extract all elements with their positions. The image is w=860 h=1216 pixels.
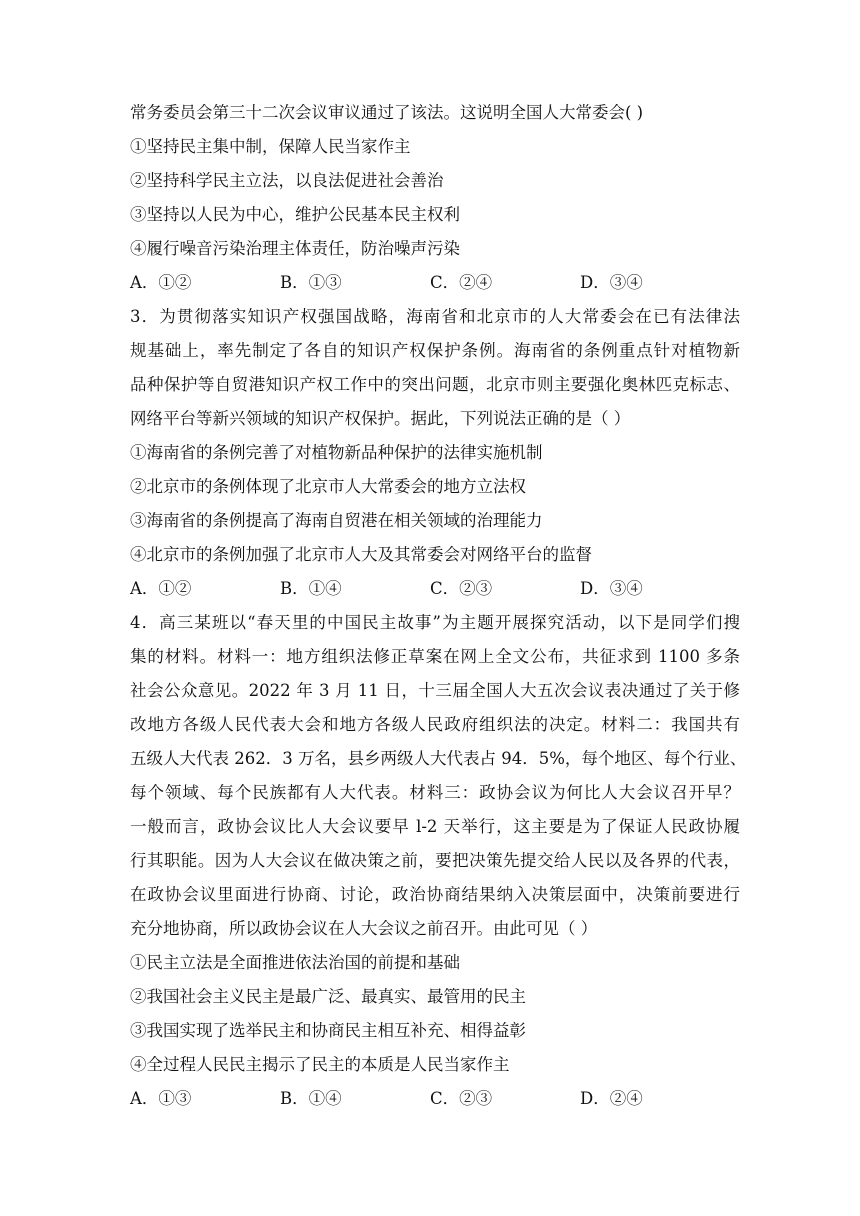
question-2-item-2: ②坚持科学民主立法，以良法促进社会善治 xyxy=(130,171,444,190)
question-3-stem-line: 网络平台等新兴领域的知识产权保护。据此，下列说法正确的是（ ） xyxy=(130,409,631,428)
question-3-stem-line: 3．为贯彻落实知识产权强国战略，海南省和北京市的人大常委会在已有法律法 xyxy=(130,307,740,326)
question-4-item-1: ①民主立法是全面推进依法治国的前提和基础 xyxy=(130,953,460,972)
question-4-options xyxy=(130,1082,740,1116)
question-4-stem-line: 行其职能。因为人大会议在做决策之前，要把决策先提交给人民以及各界的代表， xyxy=(130,851,740,870)
question-4-stem-line: 每个领域、每个民族都有人大代表。材料三：政协会议为何比人大会议召开早？ xyxy=(130,783,740,802)
question-3-stem-line: 品种保护等自贸港知识产权工作中的突出问题，北京市则主要强化奥林匹克标志、 xyxy=(130,375,740,394)
question-2-item-1: ①坚持民主集中制，保障人民当家作主 xyxy=(130,137,411,156)
question-4-stem-line: 充分地协商，所以政协会议在人大会议之前召开。由此可见（ ） xyxy=(130,919,598,938)
option-a: A．①② xyxy=(130,273,192,292)
option-c: C．②④ xyxy=(430,273,493,292)
document-page xyxy=(130,96,747,1116)
question-4-item-3: ③我国实现了选举民主和协商民主相互补充、相得益彰 xyxy=(130,1021,526,1040)
option-c: C．②③ xyxy=(430,1089,493,1108)
question-3-item-4: ④北京市的条例加强了北京市人大及其常委会对网络平台的监督 xyxy=(130,545,592,564)
option-b: B．①③ xyxy=(280,273,342,292)
question-4-stem-line: 改地方各级人民代表大会和地方各级人民政府组织法的决定。材料二：我国共有 xyxy=(130,715,740,734)
question-4 xyxy=(130,606,747,1116)
question-4-stem-line: 集的材料。材料一：地方组织法修正草案在网上全文公布，共征求到 1100 多条 xyxy=(130,647,740,666)
option-a: A．①② xyxy=(130,579,192,598)
option-a: A．①③ xyxy=(130,1089,192,1108)
question-3 xyxy=(130,300,740,606)
question-3-item-3: ③海南省的条例提高了海南自贸港在相关领域的治理能力 xyxy=(130,511,543,530)
option-d: D．③④ xyxy=(580,273,643,292)
question-2-item-4: ④履行噪音污染治理主体责任，防治噪声污染 xyxy=(130,239,460,258)
question-3-stem-line: 规基础上，率先制定了各自的知识产权保护条例。海南省的条例重点针对植物新 xyxy=(130,341,740,360)
question-2-options xyxy=(130,266,740,300)
question-4-item-4: ④全过程人民民主揭示了民主的本质是人民当家作主 xyxy=(130,1055,510,1074)
question-4-stem-line: 一般而言，政协会议比人大会议要早 l-2 天举行，这主要是为了保证人民政协履 xyxy=(130,817,740,836)
question-4-item-2: ②我国社会主义民主是最广泛、最真实、最管用的民主 xyxy=(130,987,526,1006)
option-d: D．③④ xyxy=(580,579,643,598)
option-b: B．①④ xyxy=(280,579,342,598)
question-2-stem-tail: 常务委员会第三十二次会议审议通过了该法。这说明全国人大常委会( ) xyxy=(130,103,644,122)
option-c: C．②③ xyxy=(430,579,493,598)
question-4-stem-line: 社会公众意见。2022 年 3 月 11 日，十三届全国人大五次会议表决通过了关于修 xyxy=(130,681,740,700)
question-4-stem-line: 在政协会议里面进行协商、讨论，政治协商结果纳入决策层面中，决策前要进行 xyxy=(130,885,740,904)
question-3-options xyxy=(130,572,740,606)
question-2 xyxy=(130,96,740,300)
question-3-item-2: ②北京市的条例体现了北京市人大常委会的地方立法权 xyxy=(130,477,526,496)
question-2-item-3: ③坚持以人民为中心，维护公民基本民主权利 xyxy=(130,205,460,224)
option-b: B．①④ xyxy=(280,1089,342,1108)
question-4-stem-line: 五级人大代表 262．3 万名，县乡两级人大代表占 94．5%，每个地区、每个行业、 xyxy=(130,749,747,768)
option-d: D．②④ xyxy=(580,1089,643,1108)
question-3-item-1: ①海南省的条例完善了对植物新品种保护的法律实施机制 xyxy=(130,443,543,462)
question-4-stem-line: 4．高三某班以“春天里的中国民主故事”为主题开展探究活动，以下是同学们搜 xyxy=(130,613,740,632)
